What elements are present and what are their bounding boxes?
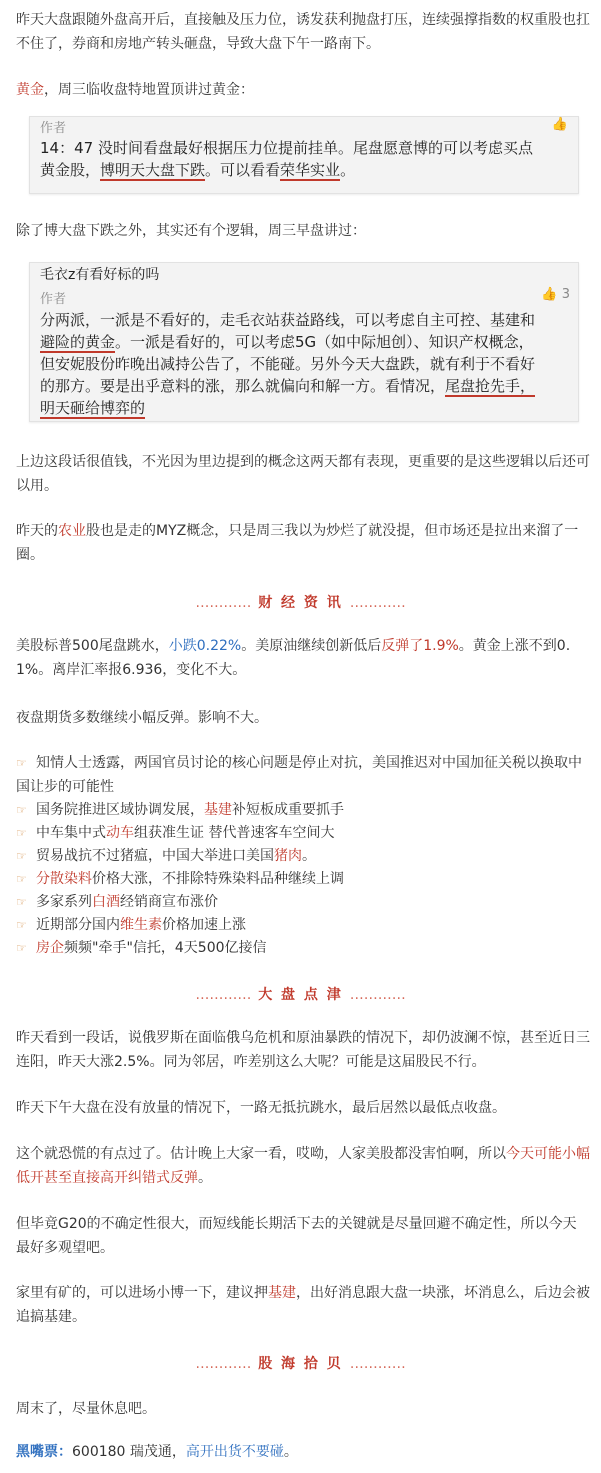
bullet-highlight: 维生素	[120, 917, 162, 933]
card-line	[40, 159, 570, 181]
pointing-hand-icon: ☞	[16, 918, 27, 932]
dots-left: …………	[195, 1356, 252, 1372]
thumb-up-icon: 👍	[541, 287, 558, 302]
gold-highlight: 黄金	[16, 82, 44, 98]
futures-text: 夜盘期货多数继续小幅反弹。影响不大。	[16, 710, 268, 726]
card-line: 分两派，一派是不看好的，走毛衣站获益路线，可以考虑自主可控、基建和	[40, 311, 536, 329]
list-item	[16, 936, 590, 960]
agri-highlight: 农业	[58, 523, 86, 539]
red-highlight: 今天可能小幅低开甚至直接高开纠错式反弹	[16, 1146, 590, 1186]
card-line: 14：47 没时间看盘最好根据压力位提前挂单。尾盘愿意博的可以考虑买点	[40, 139, 533, 157]
card-body	[40, 137, 570, 181]
card-text: 的那方。要是出乎意料的涨，那么就偏向和解一方。看情况，	[40, 377, 446, 395]
dive-text: 昨天下午大盘在没有放量的情况下，一路无抵抗跳水，最后居然以最低点收盘。	[16, 1100, 506, 1116]
list-item	[16, 913, 590, 937]
list-item	[16, 821, 590, 845]
card-line	[40, 375, 570, 397]
red-highlight: 反弹了1.9%	[381, 638, 459, 654]
blackmouth-paragraph	[16, 1440, 590, 1464]
bullet-text: 贸易战抗不过猪瘟，中国大举进口美国	[36, 848, 274, 864]
agri-text: 股也是走的MYZ概念，只是周三我以为炒烂了就没提，但市场还是拉出来溜了一圈。	[16, 523, 579, 563]
section-title: 大 盘 点 津	[258, 987, 343, 1003]
card-text: 。一派是看好的，可以考虑5G（如中际旭创）、知识产权概念，	[115, 333, 534, 351]
card-author: 作者	[40, 292, 67, 307]
red-highlight: 基建	[268, 1285, 296, 1301]
bullet-highlight: 动车	[106, 825, 134, 841]
bullet-highlight: 分散染料	[36, 871, 92, 887]
logic-text: 除了博大盘下跌之外，其实还有个逻辑，周三早盘讲过：	[16, 223, 366, 239]
section-title: 财 经 资 讯	[258, 595, 343, 611]
bullet-text: 多家系列	[36, 894, 92, 910]
pointing-hand-icon: ☞	[16, 756, 27, 770]
dots-left: …………	[195, 987, 252, 1003]
like-button[interactable]	[541, 287, 570, 302]
panic-text: 这个就恐慌的有点过了。估计晚上大家一看，哎呦，人家美股都没害怕啊，所以	[16, 1146, 506, 1162]
bullet-highlight: 白酒	[92, 894, 120, 910]
bullet-text: 国务院推进区域协调发展，	[36, 802, 204, 818]
list-item	[16, 844, 590, 868]
g20-text: 但毕竟G20的不确定性很大，而短线能长期活下去的关键就是尽量回避不确定性，所以今天最好多观望吧。	[16, 1216, 577, 1256]
list-item	[16, 798, 590, 822]
underlined-text: 明天砸给博弈的	[40, 399, 146, 417]
panic-text: 。	[198, 1170, 212, 1186]
quote-card-2	[29, 262, 579, 422]
value-text: 上边这段话很值钱，不光因为里边提到的概念这两天都有表现，更重要的是这些逻辑以后还可以用。	[16, 454, 590, 494]
card-text: 黄金股，	[40, 161, 101, 179]
card-line: 但安妮股份昨晚出减持公告了，不能碰。另外今天大盘跌，就有利于不看好	[40, 355, 536, 373]
section-heading-market	[0, 984, 601, 1004]
blackmouth-label: 黑嘴票：	[16, 1444, 72, 1460]
blackmouth-text: 。	[283, 1444, 298, 1460]
pointing-hand-icon: ☞	[16, 895, 27, 909]
section-heading-picks	[0, 1353, 601, 1373]
infra-paragraph	[16, 1281, 590, 1329]
gold-paragraph	[16, 78, 590, 102]
dots-left: …………	[195, 595, 252, 611]
value-paragraph	[16, 450, 590, 498]
intro-text: 昨天大盘跟随外盘高开后，直接触及压力位，诱发获利抛盘打压，连续强撑指数的权重股也扛不住了，券商和房地产转头砸盘，导致大盘下午一路南下。	[16, 12, 590, 52]
card-line	[40, 397, 570, 419]
infra-text: ，出好消息跟大盘一块涨，坏消息么，后边会被追搞基建。	[16, 1285, 590, 1325]
list-item	[16, 890, 590, 914]
g20-paragraph	[16, 1212, 590, 1260]
bullet-text: 价格大涨，不排除特殊染料品种继续上调	[92, 871, 344, 887]
blackmouth-text: 600180 瑞茂通，	[72, 1444, 186, 1460]
dots-right: …………	[349, 987, 406, 1003]
russia-paragraph	[16, 1026, 590, 1074]
gold-text: ，周三临收盘特地置顶讲过黄金：	[44, 82, 254, 98]
russia-text: 昨天看到一段话，说俄罗斯在面临俄乌危机和原油暴跌的情况下，却仍波澜不惊，甚至近日三连阳，昨天大涨2.5%。同为邻居，咋差别这么大呢？可能是这届股民不行。	[16, 1030, 590, 1070]
underlined-text: 尾盘抢先手，	[445, 377, 536, 395]
bullet-text: 经销商宣布涨价	[120, 894, 218, 910]
panic-paragraph	[16, 1142, 590, 1190]
blue-highlight: 高开出货不要碰	[185, 1444, 284, 1460]
bullet-highlight: 基建	[204, 802, 232, 818]
dots-right: …………	[349, 1356, 406, 1372]
section-heading-news	[0, 592, 601, 612]
infra-text: 家里有矿的，可以进场小博一下，建议押	[16, 1285, 268, 1301]
bullet-text: 知情人士透露，两国官员讨论的核心问题是停止对抗，美国推迟对中国加征关税以换取中国让步的可能性	[16, 755, 582, 795]
section-title: 股 海 拾 贝	[258, 1356, 343, 1372]
agri-text: 昨天的	[16, 523, 58, 539]
bullet-highlight: 猪肉	[274, 848, 302, 864]
underlined-text: 博明天大盘下跌	[100, 161, 206, 179]
pointing-hand-icon: ☞	[16, 849, 27, 863]
logic-paragraph	[16, 219, 590, 243]
pointing-hand-icon: ☞	[16, 872, 27, 886]
like-icon[interactable]: 👍	[551, 117, 568, 132]
card-text: 。	[340, 161, 356, 179]
blue-highlight: 小跌0.22%	[168, 638, 242, 654]
dots-right: …………	[349, 595, 406, 611]
agri-paragraph	[16, 519, 590, 567]
card-text: 。可以看看	[205, 161, 281, 179]
pointing-hand-icon: ☞	[16, 826, 27, 840]
bullet-text: 。	[302, 848, 316, 864]
bullet-text: 组获准生证 替代普速客车空间大	[134, 825, 335, 841]
bullet-text: 补短板成重要抓手	[232, 802, 344, 818]
market-text: 。美原油继续创新低后	[241, 638, 382, 654]
card-line	[40, 331, 570, 353]
card-body	[40, 309, 570, 419]
card-author: 作者	[40, 121, 67, 136]
underlined-text: 荣华实业	[280, 161, 341, 179]
futures-paragraph	[16, 706, 590, 730]
market-text: 。黄金上涨不到0.1%。离岸汇率报6.936，变化不大。	[16, 638, 571, 678]
quote-card-1	[29, 116, 579, 194]
list-item	[16, 867, 590, 891]
like-count: 3	[561, 287, 570, 302]
pointing-hand-icon: ☞	[16, 803, 27, 817]
dive-paragraph	[16, 1096, 590, 1120]
list-item	[16, 751, 590, 799]
card-question: 毛衣z有看好标的吗	[40, 267, 160, 283]
bullet-text: 近期部分国内	[36, 917, 120, 933]
bullet-highlight: 房企	[36, 940, 64, 956]
market-paragraph	[16, 634, 590, 682]
market-text: 美股标普500尾盘跳水，	[16, 638, 169, 654]
bullet-text: 价格加速上涨	[162, 917, 246, 933]
intro-paragraph	[16, 8, 590, 56]
bullet-text: 频频"牵手"信托，4天500亿接信	[64, 940, 267, 956]
underlined-text: 避险的黄金	[40, 333, 116, 351]
pointing-hand-icon: ☞	[16, 941, 27, 955]
weekend-paragraph	[16, 1397, 590, 1421]
weekend-text: 周末了，尽量休息吧。	[16, 1401, 156, 1417]
bullet-text: 中车集中式	[36, 825, 106, 841]
